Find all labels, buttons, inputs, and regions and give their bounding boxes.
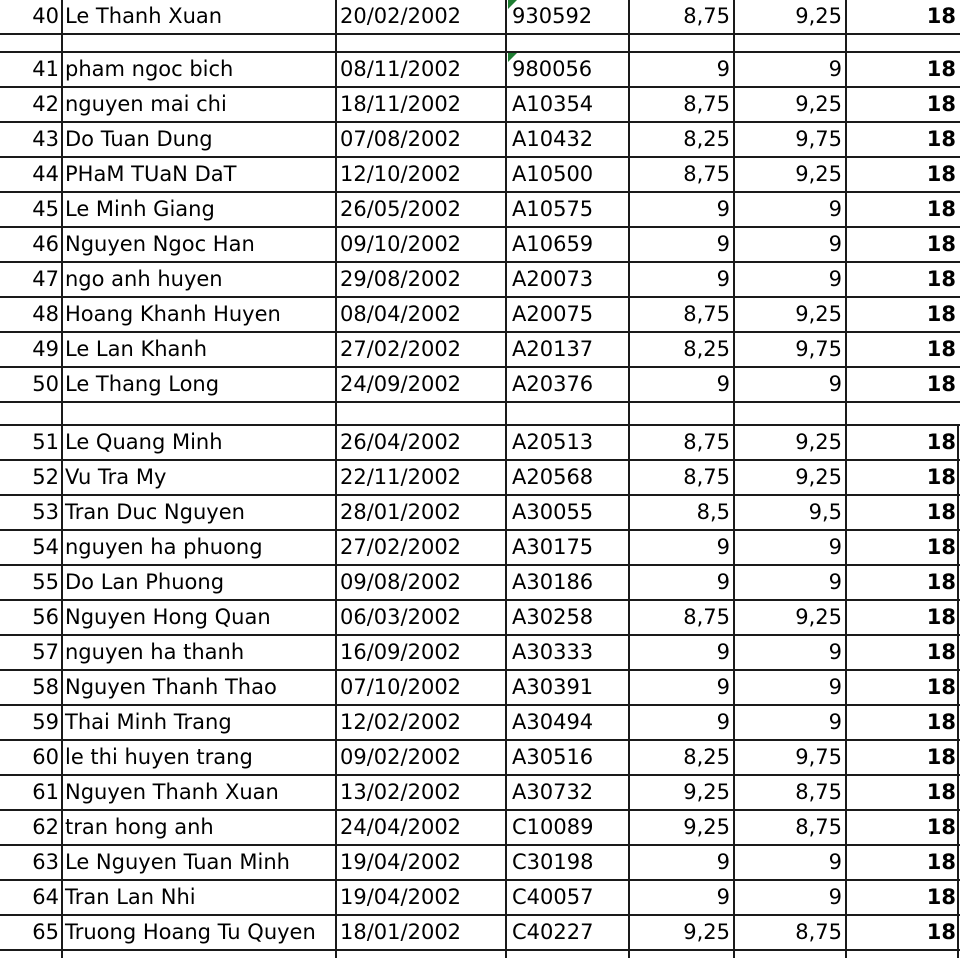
name-cell[interactable]: Truong Hoang Tu Quyen <box>65 920 316 944</box>
birthdate-cell[interactable]: 27/02/2002 <box>340 337 462 361</box>
score-1-cell[interactable]: 9 <box>716 640 730 664</box>
table-row <box>0 881 960 916</box>
name-cell[interactable]: Vu Tra My <box>65 465 167 489</box>
table-row <box>0 228 960 263</box>
row-number-cell[interactable]: 61 <box>32 780 59 804</box>
id-code-cell[interactable]: A30732 <box>512 780 594 804</box>
name-cell[interactable]: Le Nguyen Tuan Minh <box>65 850 290 874</box>
name-cell[interactable]: Thai Minh Trang <box>65 710 232 734</box>
row-number-cell[interactable]: 54 <box>32 535 59 559</box>
score-2-cell[interactable]: 9,25 <box>795 465 842 489</box>
id-code-cell[interactable]: A10575 <box>512 197 594 221</box>
score-1-cell[interactable]: 8,25 <box>683 745 730 769</box>
birthdate-cell[interactable]: 12/10/2002 <box>340 162 462 186</box>
birthdate-cell[interactable]: 19/04/2002 <box>340 850 462 874</box>
score-2-cell[interactable]: 9,25 <box>795 92 842 116</box>
total-score-cell[interactable]: 18 <box>926 780 956 804</box>
score-2-cell[interactable]: 9 <box>828 885 842 909</box>
score-1-cell[interactable]: 8,75 <box>683 4 730 28</box>
birthdate-cell[interactable]: 09/10/2002 <box>340 232 462 256</box>
name-cell[interactable]: nguyen ha phuong <box>65 535 263 559</box>
row-number-cell[interactable]: 48 <box>32 302 59 326</box>
birthdate-cell[interactable]: 07/08/2002 <box>340 127 462 151</box>
name-cell[interactable]: Do Lan Phuong <box>65 570 225 594</box>
total-score-cell[interactable]: 18 <box>926 885 956 909</box>
table-row <box>0 846 960 881</box>
score-2-cell[interactable]: 9 <box>828 535 842 559</box>
total-score-cell[interactable]: 18 <box>926 850 956 874</box>
name-cell[interactable]: ngo anh huyen <box>65 267 223 291</box>
id-code-cell[interactable]: A20376 <box>512 372 594 396</box>
number-as-text-warning-icon[interactable] <box>508 0 517 9</box>
score-1-cell[interactable]: 9 <box>716 232 730 256</box>
birthdate-cell[interactable]: 12/02/2002 <box>340 710 462 734</box>
id-code-cell[interactable]: A20137 <box>512 337 594 361</box>
table-row <box>0 0 960 35</box>
table-row <box>0 88 960 123</box>
table-row <box>0 601 960 636</box>
name-cell[interactable]: Le Quang Minh <box>65 430 223 454</box>
id-code-cell[interactable]: A30258 <box>512 605 594 629</box>
table-row <box>0 426 960 461</box>
score-1-cell[interactable]: 9 <box>716 570 730 594</box>
table-row <box>0 916 960 951</box>
score-1-cell[interactable]: 8,25 <box>683 127 730 151</box>
id-code-cell[interactable]: A30391 <box>512 675 594 699</box>
birthdate-cell[interactable]: 07/10/2002 <box>340 675 462 699</box>
birthdate-cell[interactable]: 18/11/2002 <box>340 92 462 116</box>
name-cell[interactable]: Nguyen Thanh Xuan <box>65 780 279 804</box>
total-score-cell[interactable]: 18 <box>926 640 956 664</box>
score-1-cell[interactable]: 8,75 <box>683 465 730 489</box>
score-2-cell[interactable]: 9,25 <box>795 430 842 454</box>
birthdate-cell[interactable]: 22/11/2002 <box>340 465 462 489</box>
name-cell[interactable]: Le Minh Giang <box>65 197 215 221</box>
table-row <box>0 636 960 671</box>
table-row <box>0 53 960 88</box>
total-score-cell[interactable]: 18 <box>926 745 956 769</box>
table-row <box>0 531 960 566</box>
table-row <box>0 368 960 403</box>
blank-separator-row <box>0 408 960 426</box>
name-cell[interactable]: le thi huyen trang <box>65 745 253 769</box>
column-gridline <box>733 0 735 958</box>
total-score-cell[interactable]: 18 <box>926 815 956 839</box>
row-number-cell[interactable]: 62 <box>32 815 59 839</box>
total-score-cell[interactable]: 18 <box>926 337 956 361</box>
name-cell[interactable]: tran hong anh <box>65 815 214 839</box>
row-number-cell[interactable]: 41 <box>32 57 59 81</box>
id-code-cell[interactable]: A20073 <box>512 267 594 291</box>
total-score-cell[interactable]: 18 <box>926 197 956 221</box>
id-code-cell[interactable]: A30516 <box>512 745 594 769</box>
blank-separator-row <box>0 35 960 53</box>
row-number-cell[interactable]: 42 <box>32 92 59 116</box>
score-2-cell[interactable]: 9,75 <box>795 127 842 151</box>
score-1-cell[interactable]: 9 <box>716 675 730 699</box>
row-number-cell[interactable]: 49 <box>32 337 59 361</box>
score-2-cell[interactable]: 9 <box>828 640 842 664</box>
score-1-cell[interactable]: 8,5 <box>696 500 730 524</box>
name-cell[interactable]: Le Thanh Xuan <box>65 4 223 28</box>
column-gridline <box>505 0 507 958</box>
table-row <box>0 671 960 706</box>
score-2-cell[interactable]: 9 <box>828 850 842 874</box>
name-cell[interactable]: Tran Lan Nhi <box>65 885 196 909</box>
total-score-cell[interactable]: 18 <box>926 162 956 186</box>
column-gridline <box>61 0 63 958</box>
id-code-cell[interactable]: A10659 <box>512 232 594 256</box>
table-row <box>0 158 960 193</box>
row-number-cell[interactable]: 65 <box>32 920 59 944</box>
table-row <box>0 193 960 228</box>
birthdate-cell[interactable]: 16/09/2002 <box>340 640 462 664</box>
score-1-cell[interactable]: 8,75 <box>683 605 730 629</box>
birthdate-cell[interactable]: 18/01/2002 <box>340 920 462 944</box>
table-row <box>0 123 960 158</box>
total-score-cell[interactable]: 18 <box>926 605 956 629</box>
row-number-cell[interactable]: 53 <box>32 500 59 524</box>
birthdate-cell[interactable]: 19/04/2002 <box>340 885 462 909</box>
column-gridline <box>335 0 337 958</box>
total-score-cell[interactable]: 18 <box>926 465 956 489</box>
birthdate-cell[interactable]: 27/02/2002 <box>340 535 462 559</box>
score-2-cell[interactable]: 9,25 <box>795 302 842 326</box>
id-code-cell[interactable]: A30175 <box>512 535 594 559</box>
birthdate-cell[interactable]: 26/05/2002 <box>340 197 462 221</box>
id-code-cell[interactable]: A20513 <box>512 430 594 454</box>
total-score-cell[interactable]: 18 <box>926 127 956 151</box>
birthdate-cell[interactable]: 24/09/2002 <box>340 372 462 396</box>
score-1-cell[interactable]: 9,25 <box>683 920 730 944</box>
birthdate-cell[interactable]: 09/02/2002 <box>340 745 462 769</box>
table-row <box>0 776 960 811</box>
score-2-cell[interactable]: 9,75 <box>795 745 842 769</box>
birthdate-cell[interactable]: 13/02/2002 <box>340 780 462 804</box>
score-2-cell[interactable]: 9 <box>828 57 842 81</box>
row-number-cell[interactable]: 43 <box>32 127 59 151</box>
row-number-cell[interactable]: 60 <box>32 745 59 769</box>
score-1-cell[interactable]: 9,25 <box>683 815 730 839</box>
total-score-cell[interactable]: 18 <box>926 535 956 559</box>
row-number-cell[interactable]: 40 <box>32 4 59 28</box>
id-code-cell[interactable]: C10089 <box>512 815 594 839</box>
table-row <box>0 461 960 496</box>
score-2-cell[interactable]: 9 <box>828 197 842 221</box>
id-code-cell[interactable]: A30333 <box>512 640 594 664</box>
score-2-cell[interactable]: 9 <box>828 267 842 291</box>
score-1-cell[interactable]: 8,75 <box>683 430 730 454</box>
total-score-cell[interactable]: 18 <box>926 430 956 454</box>
table-row <box>0 811 960 846</box>
score-1-cell[interactable]: 8,25 <box>683 337 730 361</box>
score-1-cell[interactable]: 9 <box>716 535 730 559</box>
row-number-cell[interactable]: 45 <box>32 197 59 221</box>
birthdate-cell[interactable]: 09/08/2002 <box>340 570 462 594</box>
name-cell[interactable]: Nguyen Thanh Thao <box>65 675 277 699</box>
total-score-cell[interactable]: 18 <box>926 710 956 734</box>
birthdate-cell[interactable]: 26/04/2002 <box>340 430 462 454</box>
score-2-cell[interactable]: 9 <box>828 710 842 734</box>
name-cell[interactable]: pham ngoc bich <box>65 57 234 81</box>
score-2-cell[interactable]: 9 <box>828 232 842 256</box>
total-score-cell[interactable]: 18 <box>926 500 956 524</box>
name-cell[interactable]: Le Lan Khanh <box>65 337 208 361</box>
row-number-cell[interactable]: 58 <box>32 675 59 699</box>
table-row <box>0 298 960 333</box>
id-code-cell[interactable]: A10432 <box>512 127 594 151</box>
row-number-cell[interactable]: 51 <box>32 430 59 454</box>
row-number-cell[interactable]: 50 <box>32 372 59 396</box>
score-2-cell[interactable]: 8,75 <box>795 780 842 804</box>
id-code-cell[interactable]: A30494 <box>512 710 594 734</box>
table-row <box>0 263 960 298</box>
table-row <box>0 566 960 601</box>
score-2-cell[interactable]: 9,25 <box>795 4 842 28</box>
column-gridline <box>845 0 847 958</box>
name-cell[interactable]: nguyen mai chi <box>65 92 227 116</box>
total-score-cell[interactable]: 18 <box>926 302 956 326</box>
id-code-cell[interactable]: 930592 <box>512 4 593 28</box>
total-score-cell[interactable]: 18 <box>926 57 956 81</box>
name-cell[interactable]: Tran Duc Nguyen <box>65 500 245 524</box>
name-cell[interactable]: Nguyen Hong Quan <box>65 605 271 629</box>
name-cell[interactable]: Hoang Khanh Huyen <box>65 302 281 326</box>
id-code-cell[interactable]: C40227 <box>512 920 594 944</box>
name-cell[interactable]: nguyen ha thanh <box>65 640 245 664</box>
id-code-cell[interactable]: A30186 <box>512 570 594 594</box>
row-number-cell[interactable]: 44 <box>32 162 59 186</box>
id-code-cell[interactable]: A10354 <box>512 92 594 116</box>
row-number-cell[interactable]: 64 <box>32 885 59 909</box>
birthdate-cell[interactable]: 08/11/2002 <box>340 57 462 81</box>
score-2-cell[interactable]: 9,25 <box>795 162 842 186</box>
name-cell[interactable]: Nguyen Ngoc Han <box>65 232 255 256</box>
name-cell[interactable]: Do Tuan Dung <box>65 127 213 151</box>
id-code-cell[interactable]: A30055 <box>512 500 594 524</box>
score-1-cell[interactable]: 9 <box>716 885 730 909</box>
table-row <box>0 333 960 368</box>
name-cell[interactable]: PHaM TUaN DaT <box>65 162 237 186</box>
total-score-cell[interactable]: 18 <box>926 675 956 699</box>
score-1-cell[interactable]: 9,25 <box>683 780 730 804</box>
score-2-cell[interactable]: 9 <box>828 570 842 594</box>
birthdate-cell[interactable]: 24/04/2002 <box>340 815 462 839</box>
score-1-cell[interactable]: 9 <box>716 197 730 221</box>
score-2-cell[interactable]: 9 <box>828 675 842 699</box>
score-2-cell[interactable]: 9,75 <box>795 337 842 361</box>
birthdate-cell[interactable]: 29/08/2002 <box>340 267 462 291</box>
row-number-cell[interactable]: 59 <box>32 710 59 734</box>
table-row <box>0 741 960 776</box>
birthdate-cell[interactable]: 20/02/2002 <box>340 4 462 28</box>
total-score-cell[interactable]: 18 <box>926 920 956 944</box>
score-2-cell[interactable]: 9 <box>828 372 842 396</box>
score-1-cell[interactable]: 9 <box>716 267 730 291</box>
row-number-cell[interactable]: 52 <box>32 465 59 489</box>
score-2-cell[interactable]: 8,75 <box>795 815 842 839</box>
birthdate-cell[interactable]: 08/04/2002 <box>340 302 462 326</box>
table-row <box>0 496 960 531</box>
total-score-cell[interactable]: 18 <box>926 92 956 116</box>
score-2-cell[interactable]: 9,5 <box>808 500 842 524</box>
total-score-cell[interactable]: 18 <box>926 372 956 396</box>
score-2-cell[interactable]: 8,75 <box>795 920 842 944</box>
row-number-cell[interactable]: 47 <box>32 267 59 291</box>
score-1-cell[interactable]: 9 <box>716 850 730 874</box>
score-1-cell[interactable]: 8,75 <box>683 302 730 326</box>
row-number-cell[interactable]: 55 <box>32 570 59 594</box>
row-number-cell[interactable]: 57 <box>32 640 59 664</box>
id-code-cell[interactable]: C30198 <box>512 850 594 874</box>
score-1-cell[interactable]: 8,75 <box>683 162 730 186</box>
score-2-cell[interactable]: 9,25 <box>795 605 842 629</box>
name-cell[interactable]: Le Thang Long <box>65 372 220 396</box>
id-code-cell[interactable]: 980056 <box>512 57 593 81</box>
id-code-cell[interactable]: A20075 <box>512 302 594 326</box>
table-right-border <box>957 426 959 958</box>
total-score-cell[interactable]: 18 <box>926 232 956 256</box>
row-number-cell[interactable]: 63 <box>32 850 59 874</box>
score-1-cell[interactable]: 9 <box>716 710 730 734</box>
birthdate-cell[interactable]: 06/03/2002 <box>340 605 462 629</box>
birthdate-cell[interactable]: 28/01/2002 <box>340 500 462 524</box>
total-score-cell[interactable]: 18 <box>926 570 956 594</box>
number-as-text-warning-icon[interactable] <box>508 53 517 62</box>
score-1-cell[interactable]: 9 <box>716 57 730 81</box>
id-code-cell[interactable]: A20568 <box>512 465 594 489</box>
total-score-cell[interactable]: 18 <box>926 4 956 28</box>
id-code-cell[interactable]: A10500 <box>512 162 594 186</box>
column-gridline <box>628 0 630 958</box>
row-number-cell[interactable]: 56 <box>32 605 59 629</box>
row-number-cell[interactable]: 46 <box>32 232 59 256</box>
score-1-cell[interactable]: 8,75 <box>683 92 730 116</box>
score-1-cell[interactable]: 9 <box>716 372 730 396</box>
total-score-cell[interactable]: 18 <box>926 267 956 291</box>
table-row <box>0 706 960 741</box>
id-code-cell[interactable]: C40057 <box>512 885 594 909</box>
